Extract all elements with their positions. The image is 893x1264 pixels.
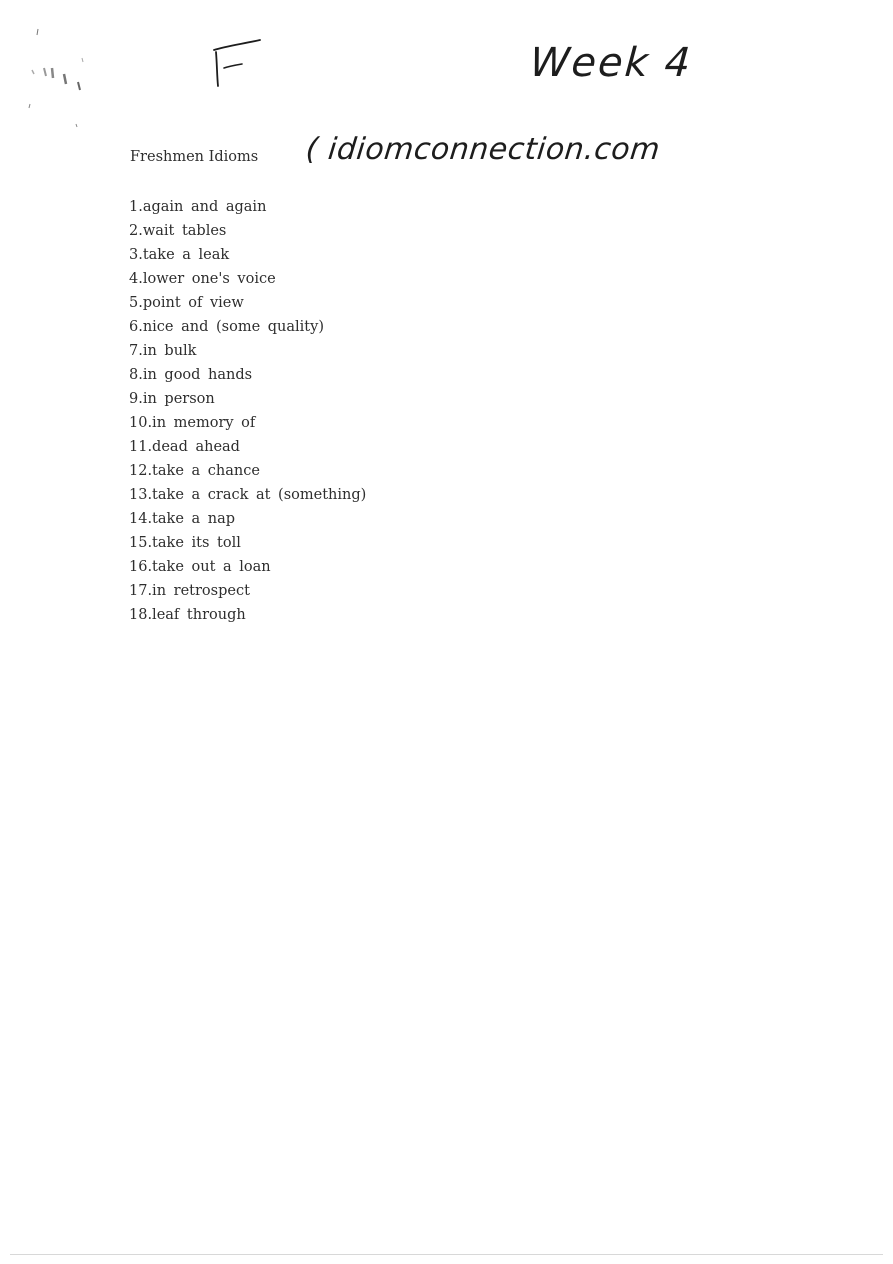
list-item: 7.in bulk [129,343,197,359]
list-item: 14.take a nap [129,511,236,527]
bottom-edge-line [10,1254,883,1255]
list-item: 18.leaf through [129,607,246,623]
list-item: 10.in memory of [129,415,256,431]
list-item: 4.lower one's voice [129,271,276,287]
handwritten-letter-mark [212,38,262,88]
list-item: 1.again and again [129,199,267,215]
list-item: 8.in good hands [129,367,253,383]
handwritten-source-note: ( idiomconnection.com [304,132,662,167]
list-item: 13.take a crack at (something) [129,487,367,503]
list-item: 12.take a chance [129,463,260,479]
scan-specks [22,24,102,134]
handwritten-letter-text: F [212,38,214,39]
list-item: 5.point of view [129,295,244,311]
document-title: Freshmen Idioms [130,149,259,165]
list-item: 16.take out a loan [129,559,271,575]
idiom-list [129,197,366,629]
handwritten-week-label: Week 4 [528,40,694,86]
list-item: 9.in person [129,391,215,407]
list-item: 2.wait tables [129,223,227,239]
list-item: 3.take a leak [129,247,230,263]
list-item: 17.in retrospect [129,583,250,599]
list-item: 15.take its toll [129,535,241,551]
list-item: 6.nice and (some quality) [129,319,324,335]
list-item: 11.dead ahead [129,439,240,455]
